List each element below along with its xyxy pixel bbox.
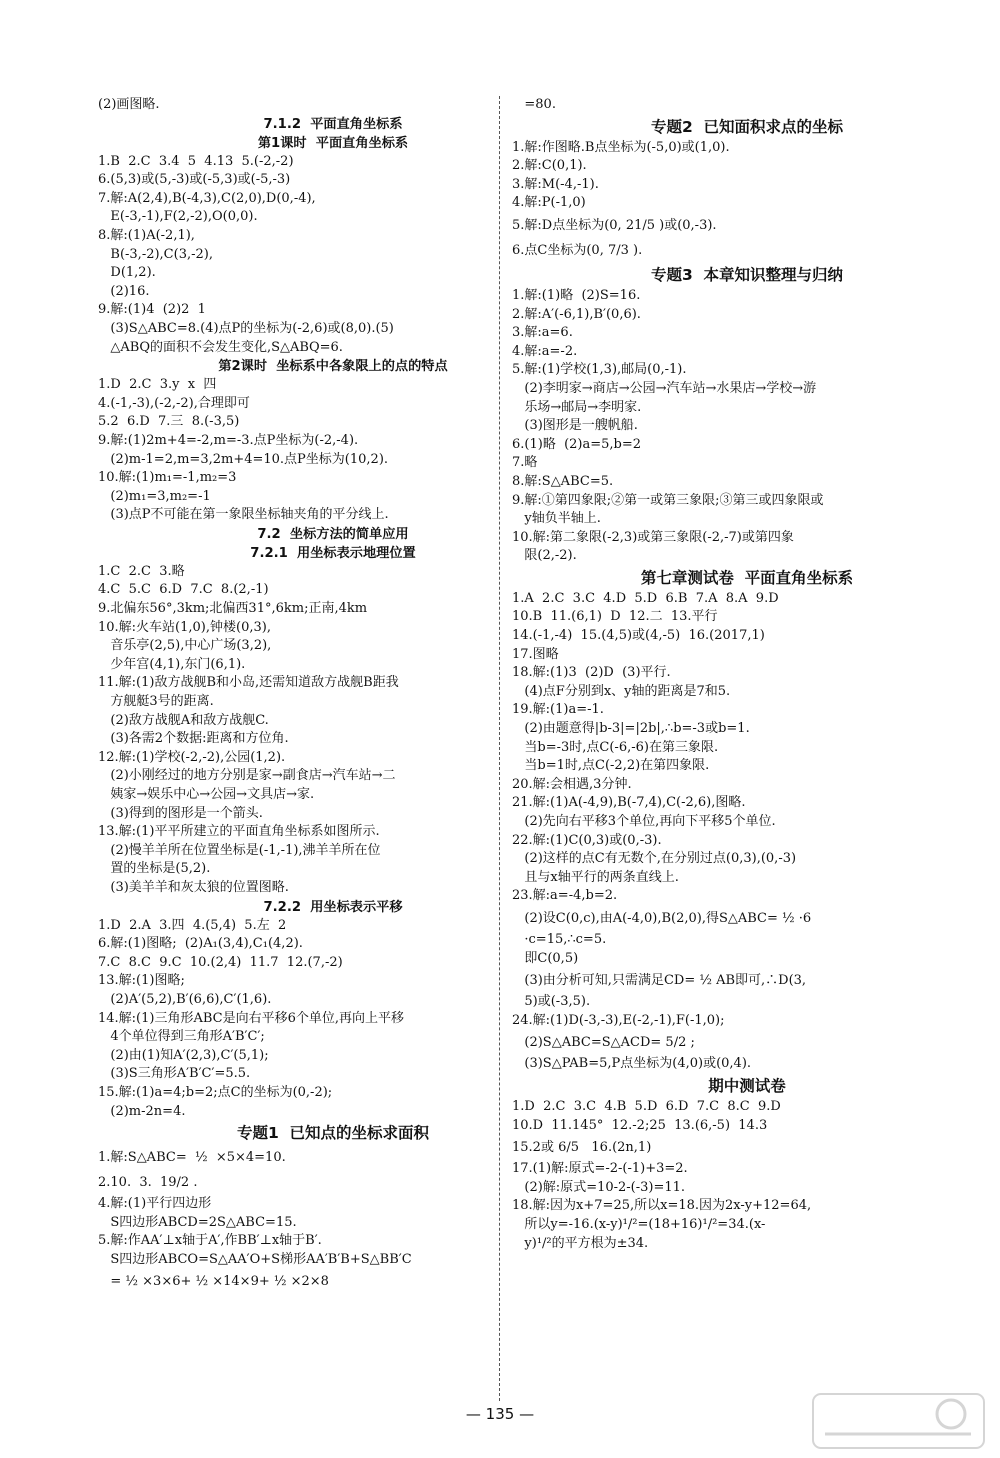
- answer-line: 10.解:火车站(1,0),钟楼(0,3),: [98, 619, 271, 635]
- answer-line: (3)点P不可能在第一象限坐标轴夹角的平分线上.: [98, 507, 389, 523]
- answer-line: 当b=1时,点C(-2,2)在第四象限.: [512, 758, 710, 774]
- answer-line: (2)李明家→商店→公园→汽车站→水果店→学校→游: [512, 380, 817, 396]
- answer-line: 6.(5,3)或(5,-3)或(-5,3)或(-5,-3): [98, 172, 291, 188]
- section-heading: 专题3 本章知识整理与归纳: [650, 265, 844, 284]
- answer-line: =80.: [512, 97, 556, 112]
- section-heading: 7.2.1 用坐标表示地理位置: [250, 545, 416, 561]
- answer-line: 19.解:(1)a=-1.: [512, 702, 604, 718]
- answer-line: 11.解:(1)敌方战舰B和小岛,还需知道敌方战舰B距我: [98, 675, 399, 691]
- answer-line: 9.解:(1)2m+4=-2,m=-3.点P坐标为(-2,-4).: [98, 432, 359, 448]
- answer-line: (3)各需2个数据:距离和方位角.: [98, 731, 289, 747]
- page-number: — 135 —: [465, 1405, 535, 1423]
- answer-line: y)¹/²的平方根为±34.: [512, 1235, 649, 1251]
- answer-line: 5.2 6.D 7.三 8.(-3,5): [98, 414, 240, 430]
- answer-line: 10.解:第二象限(-2,3)或第三象限(-2,-7)或第四象: [512, 529, 794, 545]
- answer-line: (3)由分析可知,只需满足CD= ½ AB即可,∴D(3,: [512, 973, 807, 989]
- answer-line: (2)敌方战舰A和敌方战舰C.: [98, 712, 269, 728]
- answer-line: 少年宫(4,1),东门(6,1).: [98, 656, 246, 672]
- answer-line: (2)由题意得|b-3|=|2b|,∴b=-3或b=1.: [512, 721, 750, 737]
- answer-line: 8.解:S△ABC=5.: [512, 473, 614, 489]
- answer-line: (2)画图略.: [98, 97, 160, 112]
- answer-line: (2)小刚经过的地方分别是家→副食店→汽车站→二: [98, 768, 396, 784]
- answer-line: E(-3,-1),F(2,-2),O(0,0).: [98, 209, 258, 225]
- answer-line: 2.解:A′(-6,1),B′(0,6).: [512, 306, 641, 322]
- answer-line: 7.C 8.C 9.C 10.(2,4) 11.7 12.(7,-2): [98, 954, 343, 970]
- answer-line: (3)S△ABC=8.(4)点P的坐标为(-2,6)或(8,0).(5): [98, 320, 394, 336]
- answer-line: 17.图略: [512, 646, 559, 662]
- watermark-logo-icon: [811, 1392, 986, 1450]
- answer-line: 4个单位得到三角形A′B′C′;: [98, 1029, 265, 1045]
- answer-line: 20.解:会相遇,3分钟.: [512, 776, 632, 792]
- answer-line: △ABQ的面积不会发生变化,S△ABQ=6.: [98, 339, 343, 355]
- right-column: [512, 96, 982, 1253]
- answer-line: (3)S△PAB=5,P点坐标为(4,0)或(0,4).: [512, 1056, 752, 1072]
- answer-line: 14.(-1,-4) 15.(4,5)或(4,-5) 16.(2017,1): [512, 628, 765, 644]
- answer-line: (2)解:原式=10-2-(-3)=11.: [512, 1179, 686, 1195]
- answer-line: (3)美羊羊和灰太狼的位置图略.: [98, 879, 289, 895]
- answer-line: 1.解:作图略.B点坐标为(-5,0)或(1,0).: [512, 139, 730, 155]
- answer-line: (2)由(1)知A′(2,3),C′(5,1);: [98, 1047, 269, 1063]
- answer-line: 22.解:(1)C(0,3)或(0,-3).: [512, 832, 662, 848]
- answer-line: 1.D 2.A 3.四 4.(5,4) 5.左 2: [98, 917, 287, 933]
- answer-line: 7.解:A(2,4),B(-4,3),C(2,0),D(0,-4),: [98, 190, 316, 206]
- section-heading: 第2课时 坐标系中各象限上的点的特点: [218, 359, 448, 375]
- answer-line: 5.解:D点坐标为(0, 21/5 )或(0,-3).: [512, 217, 717, 233]
- answer-line: 13.解:(1)平平所建立的平面直角坐标系如图所示.: [98, 824, 380, 840]
- section-heading: 7.2.2 用坐标表示平移: [263, 899, 403, 915]
- answer-line: 6.点C坐标为(0, 7/3 ).: [512, 242, 643, 258]
- answer-line: (3)得到的图形是一个箭头.: [98, 805, 263, 821]
- answer-line: (2)m-2n=4.: [98, 1103, 186, 1119]
- answer-line: 2.10. 3. 19/2 .: [98, 1175, 198, 1191]
- answer-line: 限(2,-2).: [512, 548, 577, 564]
- answer-line: 5.解:作AA′⊥x轴于A′,作BB′⊥x轴于B′.: [98, 1233, 322, 1249]
- answer-line: 15.解:(1)a=4;b=2;点C的坐标为(0,-2);: [98, 1084, 333, 1100]
- section-heading: 7.2 坐标方法的简单应用: [257, 526, 409, 542]
- answer-line: 4.解:a=-2.: [512, 343, 578, 359]
- answer-line: 5)或(-3,5).: [512, 994, 591, 1010]
- answer-line: 3.解:a=6.: [512, 325, 573, 341]
- answer-line: 10.B 11.(6,1) D 12.二 13.平行: [512, 609, 718, 625]
- section-heading: 第七章测试卷 平面直角坐标系: [640, 568, 854, 587]
- answer-line: 且与x轴平行的两条直线上.: [512, 869, 679, 885]
- answer-line: = ½ ×3×6+ ½ ×14×9+ ½ ×2×8: [98, 1274, 329, 1290]
- answer-line: (4)点F分别到x、y轴的距离是7和5.: [512, 683, 731, 699]
- answer-line: 18.解:因为x+7=25,所以x=18.因为2x-y+12=64,: [512, 1198, 812, 1214]
- answer-line: 方舰艇3号的距离.: [98, 694, 214, 710]
- answer-line: (2)设C(0,c),由A(-4,0),B(2,0),得S△ABC= ½ ·6: [512, 910, 812, 926]
- answer-line: 9.解:①第四象限;②第一或第三象限;③第三或四象限或: [512, 492, 824, 508]
- section-heading: 第1课时 平面直角坐标系: [257, 135, 409, 151]
- answer-line: 4.解:(1)平行四边形: [98, 1196, 212, 1212]
- answer-line: 1.解:S△ABC= ½ ×5×4=10.: [98, 1150, 286, 1166]
- answer-line: (2)16.: [98, 283, 150, 299]
- section-heading: 7.1.2 平面直角坐标系: [263, 116, 403, 132]
- answer-line: 7.略: [512, 455, 538, 471]
- answer-line: 2.解:C(0,1).: [512, 158, 587, 174]
- answer-line: ·c=15,∴c=5.: [512, 931, 607, 947]
- section-heading: 专题1 已知点的坐标求面积: [236, 1124, 430, 1143]
- answer-line: 音乐亭(2,5),中心广场(3,2),: [98, 638, 272, 654]
- answer-line: 所以y=-16.(x-y)¹/²=(18+16)¹/²=34.(x-: [512, 1216, 766, 1232]
- answer-line: (2)慢羊羊所在位置坐标是(-1,-1),沸羊羊所在位: [98, 842, 381, 858]
- answer-line: 10.D 11.145° 12.-2;25 13.(6,-5) 14.3: [512, 1117, 768, 1133]
- answer-line: 18.解:(1)3 (2)D (3)平行.: [512, 665, 671, 681]
- answer-line: 17.(1)解:原式=-2-(-1)+3=2.: [512, 1161, 688, 1177]
- answer-line: 置的坐标是(5,2).: [98, 861, 211, 877]
- answer-line: (2)S△ABC=S△ACD= 5/2 ;: [512, 1035, 695, 1051]
- answer-line: 8.解:(1)A(-2,1),: [98, 227, 195, 243]
- answer-line: (3)图形是一艘帆船.: [512, 418, 638, 434]
- answer-line: D(1,2).: [98, 265, 156, 281]
- answer-line: 1.A 2.C 3.C 4.D 5.D 6.B 7.A 8.A 9.D: [512, 590, 779, 606]
- answer-line: (2)m₁=3,m₂=-1: [98, 488, 211, 504]
- answer-line: 当b=-3时,点C(-6,-6)在第三象限.: [512, 739, 719, 755]
- answer-line: (2)m-1=2,m=3,2m+4=10.点P坐标为(10,2).: [98, 451, 389, 467]
- answer-line: 24.解:(1)D(-3,-3),E(-2,-1),F(-1,0);: [512, 1012, 725, 1028]
- answer-line: 1.D 2.C 3.y x 四: [98, 377, 217, 393]
- answer-line: y轴负半轴上.: [512, 511, 601, 527]
- answer-line: 9.解:(1)4 (2)2 1: [98, 302, 206, 318]
- answer-line: 6.(1)略 (2)a=5,b=2: [512, 436, 642, 452]
- answer-line: 1.D 2.C 3.C 4.B 5.D 6.D 7.C 8.C 9.D: [512, 1098, 781, 1114]
- answer-line: 6.解:(1)图略; (2)A₁(3,4),C₁(4,2).: [98, 936, 303, 952]
- answer-line: 23.解:a=-4,b=2.: [512, 888, 618, 904]
- answer-line: 1.C 2.C 3.略: [98, 563, 185, 579]
- answer-line: 15.2或 6/5 16.(2n,1): [512, 1140, 652, 1156]
- answer-line: 姨家→娱乐中心→公园→文具店→家.: [98, 787, 315, 802]
- answer-line: (2)先向右平移3个单位,再向下平移5个单位.: [512, 814, 776, 829]
- answer-line: 12.解:(1)学校(-2,-2),公园(1,2).: [98, 749, 286, 765]
- answer-line: 9.北偏东56°,3km;北偏西31°,6km;正南,4km: [98, 601, 368, 617]
- answer-line: 14.解:(1)三角形ABC是向右平移6个单位,再向上平移: [98, 1010, 405, 1026]
- section-heading: 专题2 已知面积求点的坐标: [650, 117, 844, 136]
- answer-line: 21.解:(1)A(-4,9),B(-7,4),C(-2,6),图略.: [512, 795, 746, 811]
- answer-line: B(-3,-2),C(3,-2),: [98, 246, 213, 262]
- answer-line: S四边形ABCO=S△AA′O+S梯形AA′B′B+S△BB′C: [98, 1251, 412, 1267]
- answer-line: 1.B 2.C 3.4 5 4.13 5.(-2,-2): [98, 153, 294, 169]
- answer-line: 5.解:(1)学校(1,3),邮局(0,-1).: [512, 362, 687, 378]
- answer-line: 3.解:M(-4,-1).: [512, 176, 599, 192]
- answer-line: 4.(-1,-3),(-2,-2),合理即可: [98, 395, 250, 411]
- answer-line: 4.解:P(-1,0): [512, 195, 586, 211]
- answer-line: 乐场→邮局→李明家.: [512, 399, 642, 415]
- answer-line: (2)A′(5,2),B′(6,6),C′(1,6).: [98, 991, 272, 1007]
- answer-line: S四边形ABCD=2S△ABC=15.: [98, 1214, 297, 1230]
- answer-line: 即C(0,5): [512, 950, 579, 966]
- section-heading: 期中测试卷: [708, 1076, 786, 1095]
- answer-line: (3)S三角形A′B′C′=5.5.: [98, 1066, 251, 1082]
- answer-line: 4.C 5.C 6.D 7.C 8.(2,-1): [98, 582, 269, 598]
- answer-line: 10.解:(1)m₁=-1,m₂=3: [98, 470, 237, 486]
- answer-line: 1.解:(1)略 (2)S=16.: [512, 287, 641, 303]
- answer-line: 13.解:(1)图略;: [98, 973, 185, 989]
- left-column: [98, 96, 568, 1294]
- answer-line: (2)这样的点C有无数个,在分别过点(0,3),(0,-3): [512, 851, 797, 867]
